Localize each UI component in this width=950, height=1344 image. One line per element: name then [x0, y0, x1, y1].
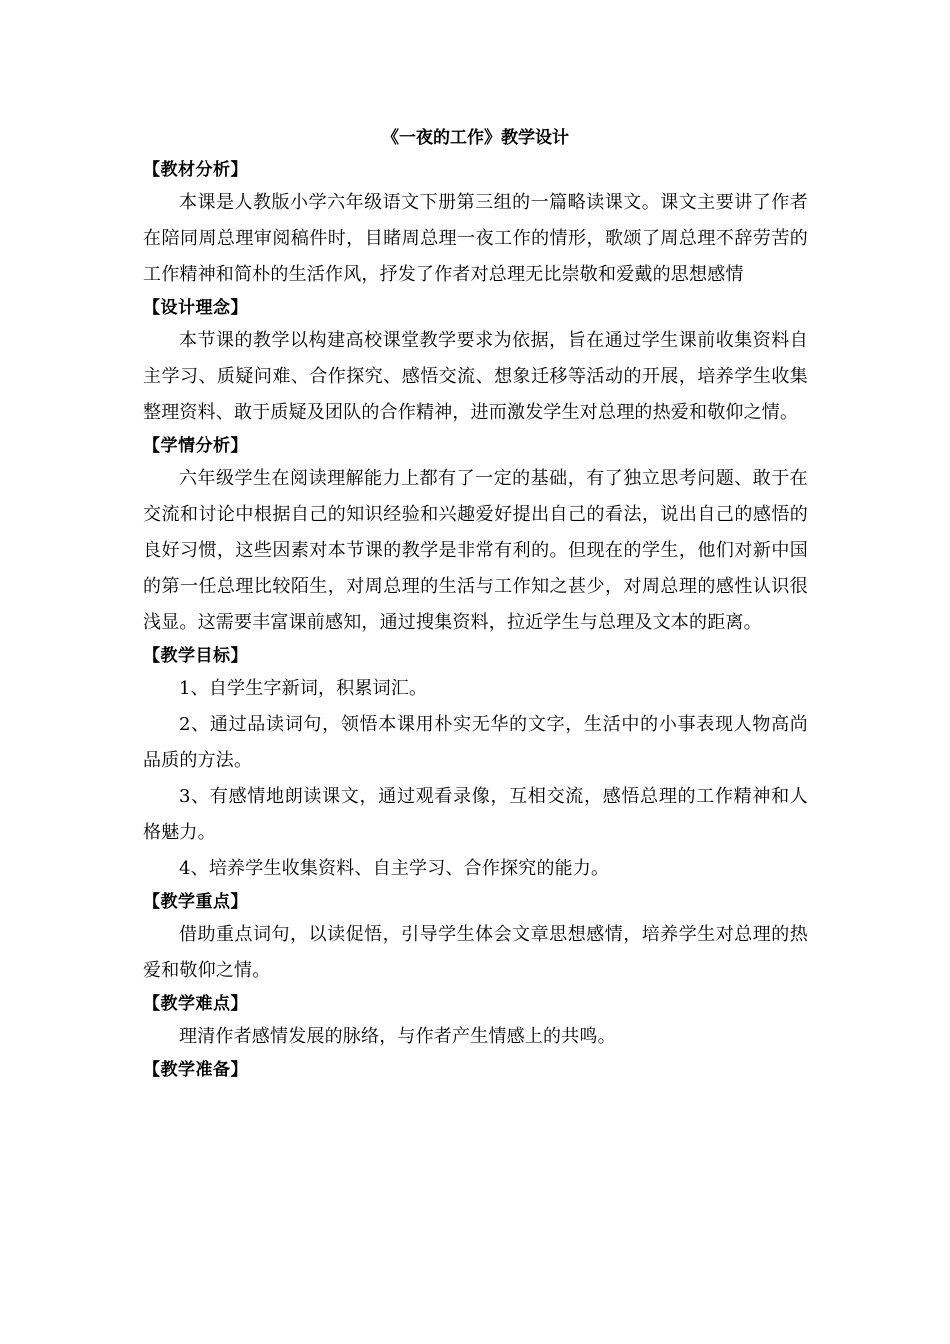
paragraph-student-analysis: 六年级学生在阅读理解能力上都有了一定的基础，有了独立思考问题、敢于在交流和讨论中根据自己的知识经验和兴趣爱好提出自己的看法，说出自己的感悟的良好习惯，这些因素对本节课的教学是非常有利的。但现在的学生，他们对新中国的第一任总理比较陌生，对周总理的生活与工作知之甚少，对周总理的感性认识很浅显。这需要丰富课前感知，通过搜集资料，拉近学生与总理及文本的距离。	[143, 468, 808, 633]
section-heading-design-concept: 【设计理念】	[143, 298, 248, 318]
goal-item-4: 4、培养学生收集资料、自主学习、合作探究的能力。	[179, 858, 610, 879]
section-heading-teaching-goals: 【教学目标】	[143, 646, 248, 666]
section-heading-difficulties: 【教学难点】	[143, 994, 248, 1014]
section-heading-textbook-analysis: 【教材分析】	[143, 160, 248, 180]
goal-item-3: 3、有感情地朗读课文，通过观看录像，互相交流，感悟总理的工作精神和人格魅力。	[143, 786, 808, 843]
paragraph-key-points: 借助重点词句，以读促悟，引导学生体会文章思想感情，培养学生对总理的热爱和敬仰之情。	[143, 924, 808, 981]
paragraph-difficulties: 理清作者感情发展的脉络，与作者产生情感上的共鸣。	[179, 1026, 616, 1047]
section-heading-student-analysis: 【学情分析】	[143, 436, 248, 456]
section-heading-preparation: 【教学准备】	[143, 1060, 248, 1080]
document-page	[143, 123, 808, 1085]
document-title: 《一夜的工作》教学设计	[382, 128, 569, 148]
goal-item-1: 1、自学生字新词，积累词汇。	[179, 678, 428, 699]
section-heading-key-points: 【教学重点】	[143, 892, 248, 912]
paragraph-design-concept: 本节课的教学以构建高校课堂教学要求为依据，旨在通过学生课前收集资料自主学习、质疑问难、合作探究、感悟交流、想象迁移等活动的开展，培养学生收集整理资料、敢于质疑及团队的合作精神，进而激发学生对总理的热爱和敬仰之情。	[143, 330, 808, 423]
goal-item-2: 2、通过品读词句，领悟本课用朴实无华的文字，生活中的小事表现人物高尚品质的方法。	[143, 714, 808, 771]
paragraph-textbook-analysis: 本课是人教版小学六年级语文下册第三组的一篇略读课文。课文主要讲了作者在陪同周总理审阅稿件时，目睹周总理一夜工作的情形，歌颂了周总理不辞劳苦的工作精神和简朴的生活作风，抒发了作者对总理无比崇敬和爱戴的思想感情	[143, 192, 808, 285]
